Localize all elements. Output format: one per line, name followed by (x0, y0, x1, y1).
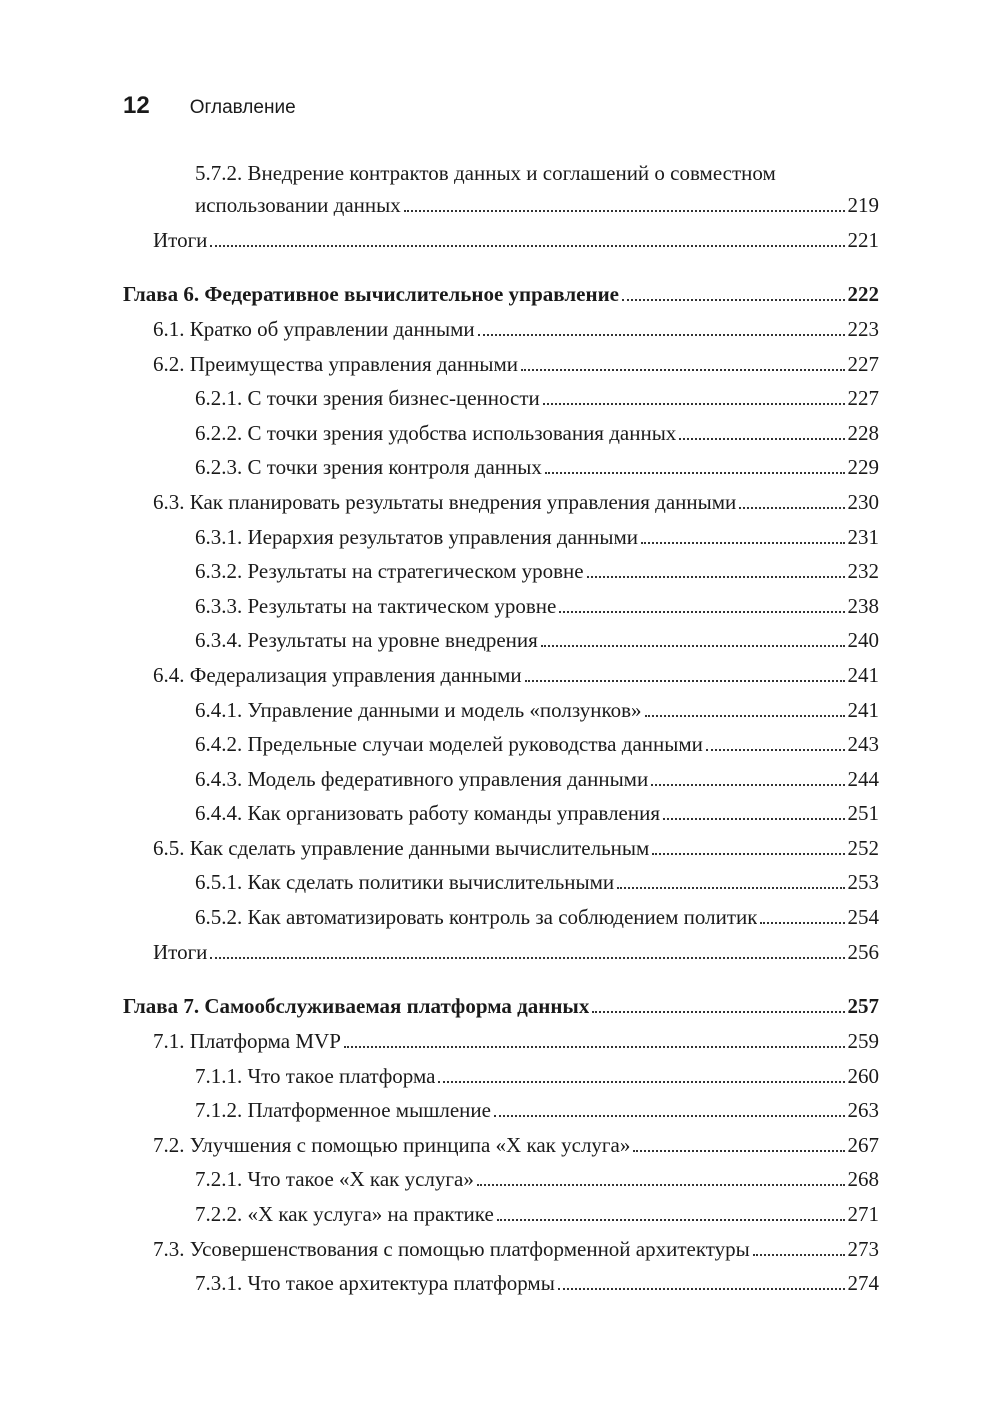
dot-leader (494, 1115, 845, 1117)
toc-page-number: 238 (847, 593, 879, 618)
toc-entry-title: 7.1.1. Что такое платформа (195, 1063, 436, 1088)
toc-entry-title: 7.3. Усовершенствования с помощью платформенной архитектуры (153, 1236, 750, 1261)
toc-entry-6-3 (123, 485, 879, 520)
dot-leader (753, 1254, 845, 1256)
page-header (123, 92, 296, 120)
toc-entry-title: 6.3. Как планировать результаты внедрения управления данными (153, 489, 737, 514)
toc-entry-6-2-1 (123, 381, 879, 416)
dot-leader (706, 749, 845, 751)
toc-entry-title: 7.1. Платформа MVP (153, 1029, 341, 1054)
toc-entry-7-1-2 (123, 1093, 879, 1128)
toc-page-number: 227 (847, 386, 879, 411)
toc-entry-6-5-1 (123, 865, 879, 900)
dot-leader (641, 542, 845, 544)
toc-entry-title: 6.4.3. Модель федеративного управления данными (195, 766, 649, 791)
toc-entry-6-4-3 (123, 762, 879, 797)
toc-entry-6-3-2 (123, 554, 879, 589)
toc-entry-7-2-2 (123, 1197, 879, 1232)
dot-leader (541, 645, 845, 647)
toc-page-number: 229 (847, 455, 879, 480)
dot-leader (497, 1219, 845, 1221)
toc-page-number: 251 (847, 801, 879, 826)
toc-entry-title: 7.3.1. Что такое архитектура платформы (195, 1271, 555, 1296)
toc-page-number: 240 (847, 628, 879, 653)
toc-entry-6-4 (123, 658, 879, 693)
toc-entry-6-2 (123, 347, 879, 382)
dot-leader (478, 334, 845, 336)
dot-leader (645, 715, 845, 717)
toc-page-number: 232 (847, 559, 879, 584)
toc-page-number: 228 (847, 420, 879, 445)
toc-entry-summary-6 (123, 935, 879, 970)
toc-entry-6-5 (123, 831, 879, 866)
toc-chapter-7 (123, 989, 879, 1024)
toc-entry-title: 6.4.4. Как организовать работу команды управления (195, 801, 661, 826)
toc-entry-title: 6.5.1. Как сделать политики вычислительными (195, 870, 615, 895)
toc-entry-5-7-2 (123, 158, 879, 223)
toc-page-number: 274 (847, 1271, 879, 1296)
dot-leader (633, 1150, 844, 1152)
toc-page-number: 252 (847, 835, 879, 860)
toc-page-number: 259 (847, 1029, 879, 1054)
toc-entry-6-3-3 (123, 589, 879, 624)
toc-page-number: 256 (847, 939, 879, 964)
dot-leader (477, 1184, 845, 1186)
dot-leader (622, 299, 845, 301)
toc-page-number: 241 (847, 697, 879, 722)
toc-entry-title: 6.5.2. Как автоматизировать контроль за соблюдением политик (195, 905, 758, 930)
toc-page-number: 241 (847, 662, 879, 687)
toc-entry-title: 6.3.4. Результаты на уровне внедрения (195, 628, 538, 653)
dot-leader (543, 403, 845, 405)
dot-leader (559, 611, 844, 613)
toc-entry-title: 6.4. Федерализация управления данными (153, 662, 522, 687)
toc-page-number: 219 (847, 193, 879, 217)
dot-leader (525, 680, 845, 682)
toc-page-number: 263 (847, 1098, 879, 1123)
toc-entry-6-2-3 (123, 450, 879, 485)
toc-page-number: 231 (847, 524, 879, 549)
toc-page-number: 222 (847, 282, 879, 307)
dot-leader (404, 210, 845, 212)
toc-entry-6-4-2 (123, 727, 879, 762)
dot-leader (210, 245, 844, 247)
toc-page-number: 230 (847, 489, 879, 514)
dot-leader (587, 576, 845, 578)
toc-page-number: 268 (847, 1167, 879, 1192)
toc-entry-6-5-2 (123, 900, 879, 935)
toc-entry-7-3 (123, 1232, 879, 1267)
toc-page-number: 260 (847, 1063, 879, 1088)
table-of-contents (123, 158, 879, 1301)
toc-entry-title: 7.2. Улучшения с помощью принципа «X как услуга» (153, 1132, 631, 1157)
dot-leader (545, 472, 845, 474)
toc-entry-7-1-1 (123, 1059, 879, 1094)
dot-leader (521, 369, 845, 371)
dot-leader (679, 438, 844, 440)
toc-entry-6-4-4 (123, 796, 879, 831)
toc-entry-6-1 (123, 312, 879, 347)
toc-entry-title: 6.2. Преимущества управления данными (153, 351, 518, 376)
toc-entry-title: 6.2.2. С точки зрения удобства использования данных (195, 420, 677, 445)
toc-entry-title: Итоги (153, 227, 208, 252)
toc-entry-title-line1: 5.7.2. Внедрение контрактов данных и соглашений о совместном (195, 161, 776, 185)
dot-leader (210, 957, 844, 959)
toc-chapter-title: Глава 7. Самообслуживаемая платформа данных (123, 994, 590, 1019)
toc-entry-title: 7.2.1. Что такое «X как услуга» (195, 1167, 474, 1192)
dot-leader (663, 818, 844, 820)
running-title: Оглавление (189, 97, 296, 118)
dot-leader (438, 1081, 844, 1083)
toc-entry-title: 6.2.1. С точки зрения бизнес-ценности (195, 386, 540, 411)
toc-page-number: 227 (847, 351, 879, 376)
dot-leader (617, 887, 844, 889)
toc-page-number: 267 (847, 1132, 879, 1157)
toc-entry-6-2-2 (123, 416, 879, 451)
toc-entry-7-2-1 (123, 1162, 879, 1197)
dot-leader (344, 1046, 845, 1048)
toc-entry-title: 6.3.2. Результаты на стратегическом уровне (195, 559, 584, 584)
toc-entry-7-1 (123, 1024, 879, 1059)
toc-chapter-title: Глава 6. Федеративное вычислительное управление (123, 282, 619, 307)
toc-page-number: 257 (847, 994, 879, 1019)
toc-entry-6-3-1 (123, 520, 879, 555)
toc-entry-title: 6.2.3. С точки зрения контроля данных (195, 455, 542, 480)
toc-entry-summary-5 (123, 223, 879, 258)
toc-entry-7-2 (123, 1128, 879, 1163)
toc-entry-title: 6.4.1. Управление данными и модель «ползунков» (195, 697, 642, 722)
toc-entry-6-3-4 (123, 623, 879, 658)
dot-leader (760, 922, 844, 924)
toc-entry-title: 6.4.2. Предельные случаи моделей руководства данными (195, 732, 703, 757)
toc-page-number: 221 (847, 227, 879, 252)
toc-entry-title: 6.1. Кратко об управлении данными (153, 316, 475, 341)
toc-entry-title: 6.3.1. Иерархия результатов управления данными (195, 524, 638, 549)
toc-page-number: 243 (847, 732, 879, 757)
toc-page-number: 273 (847, 1236, 879, 1261)
dot-leader (739, 507, 844, 509)
toc-entry-7-3-1 (123, 1266, 879, 1301)
toc-entry-title: 6.5. Как сделать управление данными вычислительным (153, 835, 650, 860)
toc-entry-title: 7.2.2. «X как услуга» на практике (195, 1202, 494, 1226)
toc-page-number: 253 (847, 870, 879, 895)
toc-entry-title: 7.1.2. Платформенное мышление (195, 1098, 491, 1123)
toc-page-number: 244 (847, 766, 879, 791)
dot-leader (592, 1011, 844, 1013)
dot-leader (652, 853, 844, 855)
toc-entry-title-line2: использовании данных (195, 193, 401, 217)
dot-leader (558, 1288, 845, 1290)
page-number: 12 (123, 92, 150, 119)
toc-entry-title: 6.3.3. Результаты на тактическом уровне (195, 593, 557, 618)
toc-chapter-6 (123, 277, 879, 312)
toc-page-number: 223 (847, 316, 879, 341)
toc-page-number: 254 (847, 905, 879, 930)
toc-entry-title: Итоги (153, 939, 208, 964)
dot-leader (651, 784, 844, 786)
toc-page-number: 271 (847, 1202, 879, 1226)
toc-entry-6-4-1 (123, 693, 879, 728)
